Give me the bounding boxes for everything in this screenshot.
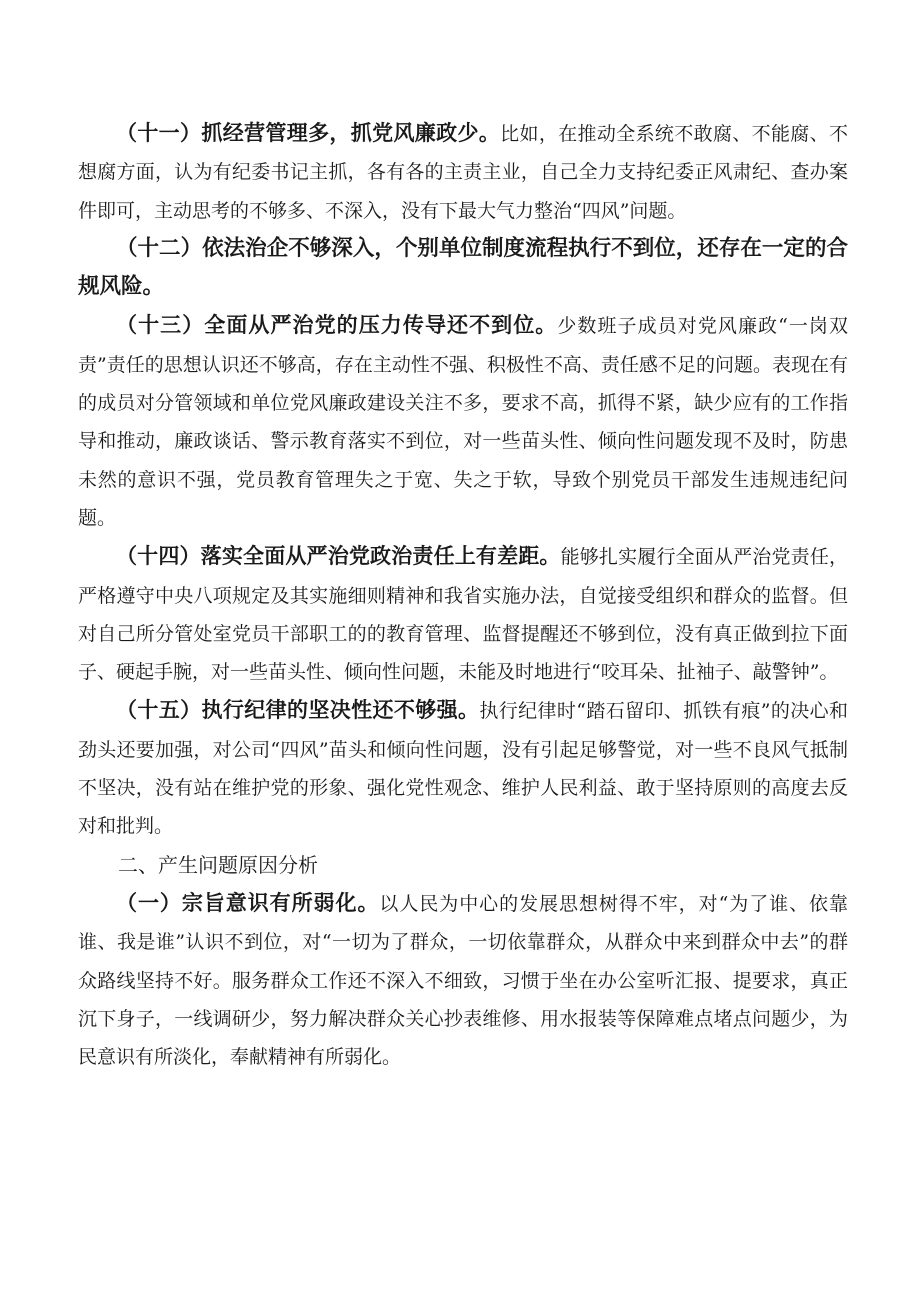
- paragraph-13: [78, 306, 848, 537]
- paragraph-11-heading: （十一）抓经营管理多，抓党风廉政少。: [116, 121, 501, 145]
- section-paragraph-1-heading: （一）宗旨意识有所弱化。: [116, 890, 380, 915]
- paragraph-11: [78, 114, 848, 230]
- section-paragraph-1: [78, 884, 848, 1076]
- paragraph-15: [78, 691, 848, 845]
- paragraph-14: [78, 537, 848, 691]
- section-paragraph-1-text: 以人民为中心的发展思想树得不牢，对“为了谁、依靠谁、我是谁”认识不到位，对“一切为了群众，一切依靠群众，从群众中来到群众中去”的群众路线坚持不好。服务群众工作还不深入不细致，习惯于坐在办公室听汇报、提要求，真正沉下身子，一线调研少，努力解决群众关心抄表维修、用水报装等保障难点堵点问题少，为民意识有所淡化，奉献精神有所弱化。: [78, 892, 849, 1069]
- paragraph-13-heading: （十三）全面从严治党的压力传导还不到位。: [116, 313, 558, 338]
- paragraph-13-text: 少数班子成员对党风廉政“一岗双责”责任的思想认识还不够高，存在主动性不强、积极性不高、责任感不足的问题。表现在有的成员对分管领域和单位党风廉政建设关注不多，要求不高，抓得不紧，缺少应有的工作指导和推动，廉政谈话、警示教育落实不到位，对一些苗头性、倾向性问题发现不及时，防患未然的意识不强，党员教育管理失之于宽、失之于软，导致个别党员干部发生违规违纪问题。: [78, 315, 848, 529]
- paragraph-15-heading: （十五）执行纪律的坚决性还不够强。: [116, 698, 480, 723]
- paragraph-12-heading: （十二）依法治企不够深入，个别单位制度流程执行不到位，还存在一定的合规风险。: [78, 235, 848, 300]
- paragraph-12: [78, 230, 848, 307]
- section-title: 二、产生问题原因分析: [118, 852, 318, 877]
- paragraph-14-text: 能够扎实履行全面从严治党责任，严格遵守中央八项规定及其实施细则精神和我省实施办法，自觉接受组织和群众的监督。但对自己所分管处室党员干部职工的的教育管理、监督提醒还不够到位，没有真正做到拉下面子、硬起手腕，对一些苗头性、倾向性问题，未能及时地进行“咬耳朵、扯袖子、敲警钟”。: [78, 546, 848, 684]
- paragraph-14-heading: （十四）落实全面从严治党政治责任上有差距。: [116, 544, 561, 569]
- paragraph-11-text: 比如，在推动全系统不敢腐、不能腐、不想腐方面，认为有纪委书记主抓，各有各的主责主业，自己全力支持纪委正风肃纪、查办案件即可，主动思考的不够多、不深入，没有下最大气力整治“四风”问题。: [78, 123, 848, 222]
- paragraph-15-text: 执行纪律时“踏石留印、抓铁有痕”的决心和劲头还要加强，对公司“四风”苗头和倾向性问题，没有引起足够警觉，对一些不良风气抵制不坚决，没有站在维护党的形象、强化党性观念、维护人民利益、敢于坚持原则的高度去反对和批判。: [78, 700, 848, 838]
- document-body: [78, 114, 848, 1076]
